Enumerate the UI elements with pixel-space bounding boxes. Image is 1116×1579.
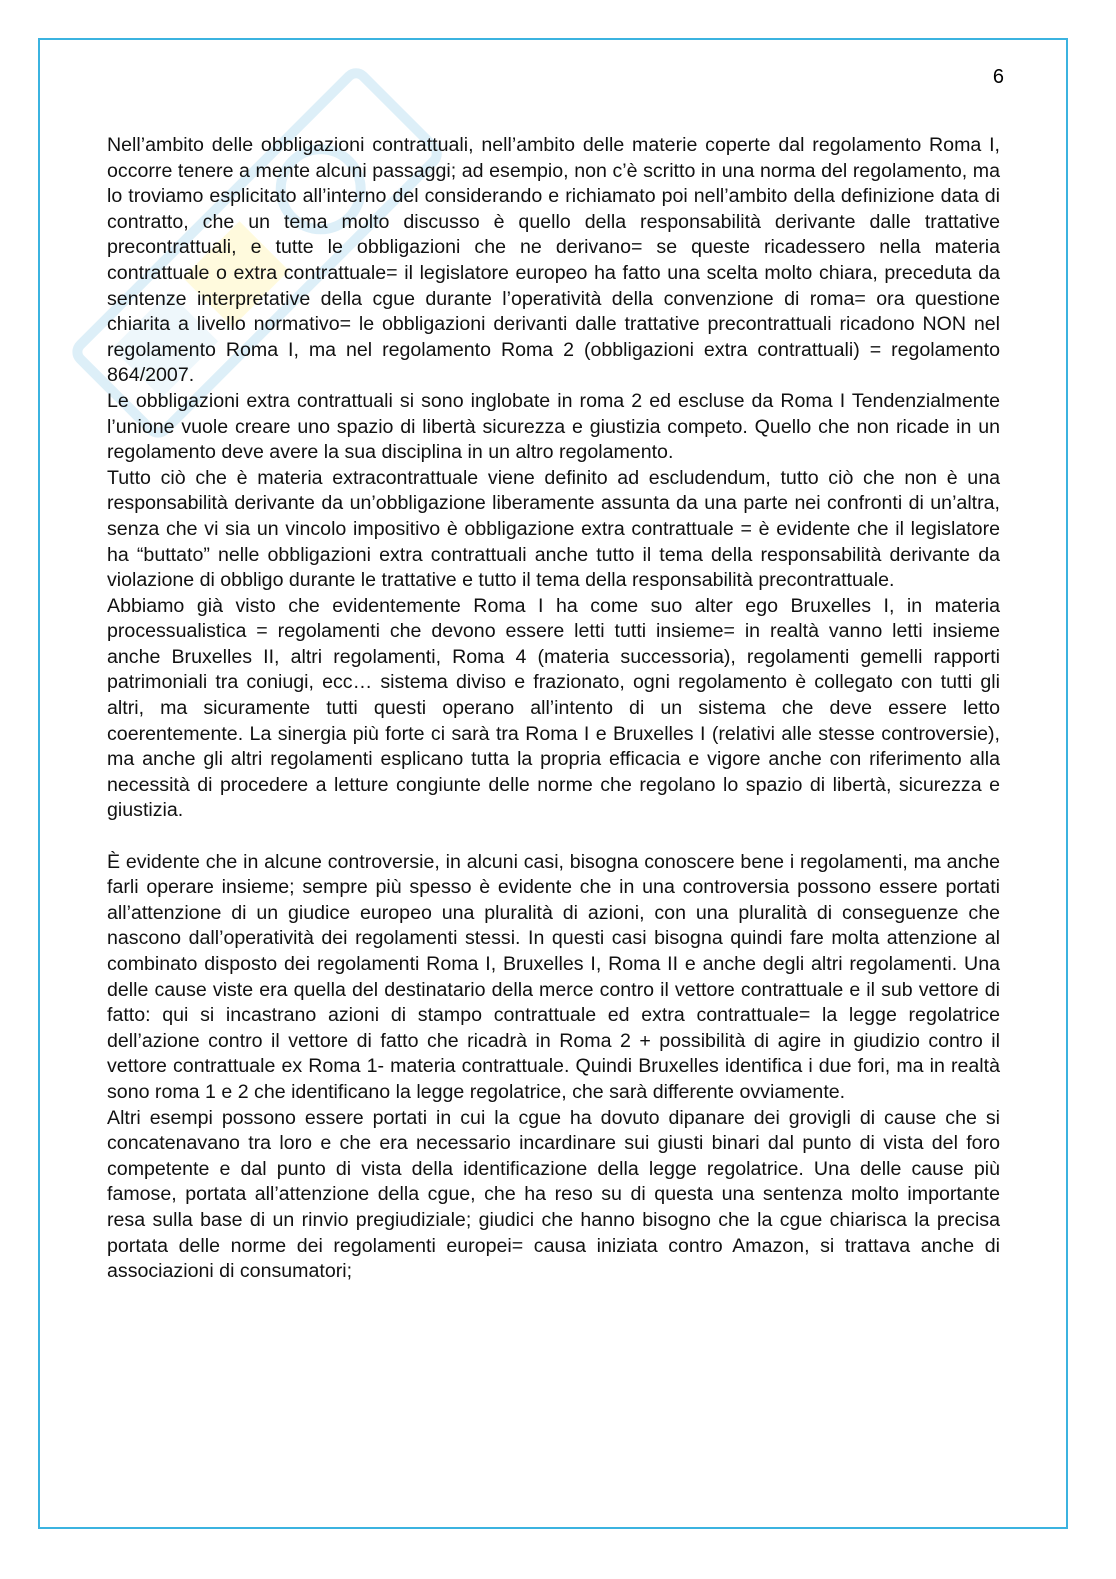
paragraph: Tutto ciò che è materia extracontrattuale viene definito ad escludendum, tutto ciò che non è una responsabilità derivante da un’obbligazione liberamente assunta da una parte nei confronti di un’altra, senza che vi sia un vincolo impositivo è obbligazione extra contrattuale = è evidente che il legislatore ha “buttato” nelle obbligazioni extra contrattuali anche tutto il tema della responsabilità derivante da violazione di obbligo durante le trattative e tutto il tema della responsabilità precontrattuale. xyxy=(107,466,1000,592)
page-number: 6 xyxy=(992,66,1004,88)
paragraph: Abbiamo già visto che evidentemente Roma I ha come suo alter ego Bruxelles I, in materia processualistica = regolamenti che devono essere letti tutti insieme= in realtà vanno letti insieme anche Bruxelles II, altri regolamenti, Roma 4 (materia successoria), regolamenti gemelli rapporti patrimoniali tra coniugi, ecc… sistema diviso e frazionato, ogni regolamento è collegato con tutti gli altri, ma sicuramente tutti questi operano all’intento di un sistema che deve essere letto coerentemente. La sinergia più forte ci sarà tra Roma I e Bruxelles I (relativi alle stesse controversie), ma anche gli altri regolamenti esplicano tutta la propria efficacia e vigore anche con riferimento alla necessità di procedere a letture congiunte delle norme che regolano lo spazio di libertà, sicurezza e giustizia. xyxy=(107,594,1000,822)
paragraph: Nell’ambito delle obbligazioni contrattuali, nell’ambito delle materie coperte dal regolamento Roma I, occorre tenere a mente alcuni passaggi; ad esempio, non c’è scritto in una norma del regolamento, ma lo troviamo esplicitato all’interno del considerando e richiamato poi nell’ambito della definizione data di contratto, che un tema molto discusso è quello della responsabilità derivante dalle trattative precontrattuali, e tutte le obbligazioni che ne derivano= se queste ricadessero nella materia contrattuale o extra contrattuale= il legislatore europeo ha fatto una scelta molto chiara, preceduta da sentenze interpretative della cgue durante l’operatività della convenzione di roma= ora questione chiarita a livello normativo= le obbligazioni derivanti dalle trattative precontrattuali ricadono NON nel regolamento Roma I, ma nel regolamento Roma 2 (obbligazioni extra contrattuali) = regolamento 864/2007. xyxy=(107,134,1000,387)
paragraph: Altri esempi possono essere portati in cui la cgue ha dovuto dipanare dei grovigli di cause che si concatenavano tra loro e che era necessario incardinare sui giusti binari dal punto di vista del foro competente e dal punto di vista della identificazione della legge regolatrice. Una delle cause più famose, portata all’attenzione della cgue, che ha reso su di questa una sentenza molto importante resa sulla base di un rinvio pregiudiziale; giudici che hanno bisogno che la cgue chiarisca la precisa portata delle norme dei regolamenti europei= causa iniziata contro Amazon, si trattava anche di associazioni di consumatori; xyxy=(107,1106,1000,1283)
document-body xyxy=(107,133,1000,1285)
paragraph: È evidente che in alcune controversie, in alcuni casi, bisogna conoscere bene i regolamenti, ma anche farli operare insieme; sempre più spesso è evidente che in una controversia possono essere portati all’attenzione di un giudice europeo una pluralità di azioni, con una pluralità di conseguenze che nascono dall’operatività dei regolamenti stessi. In questi casi bisogna quindi fare molta attenzione al combinato disposto dei regolamenti Roma I, Bruxelles I, Roma II e anche degli altri regolamenti. Una delle cause viste era quella del destinatario della merce contro il vettore contrattuale e il sub vettore di fatto: qui si incastrano azioni di stampo contrattuale ed extra contrattuale= la legge regolatrice dell’azione contro il vettore di fatto che ricadrà in Roma 2 + possibilità di agire in giudizio contro il vettore contrattuale ex Roma 1- materia contrattuale. Quindi Bruxelles identifica i due fori, ma in realtà sono roma 1 e 2 che identificano la legge regolatrice, che sarà differente ovviamente. xyxy=(107,850,1000,1103)
paragraph: Le obbligazioni extra contrattuali si sono inglobate in roma 2 ed escluse da Roma I Tendenzialmente l’unione vuole creare uno spazio di libertà sicurezza e giustizia competo. Quello che non ricade in un regolamento deve avere la sua disciplina in un altro regolamento. xyxy=(107,389,1000,464)
